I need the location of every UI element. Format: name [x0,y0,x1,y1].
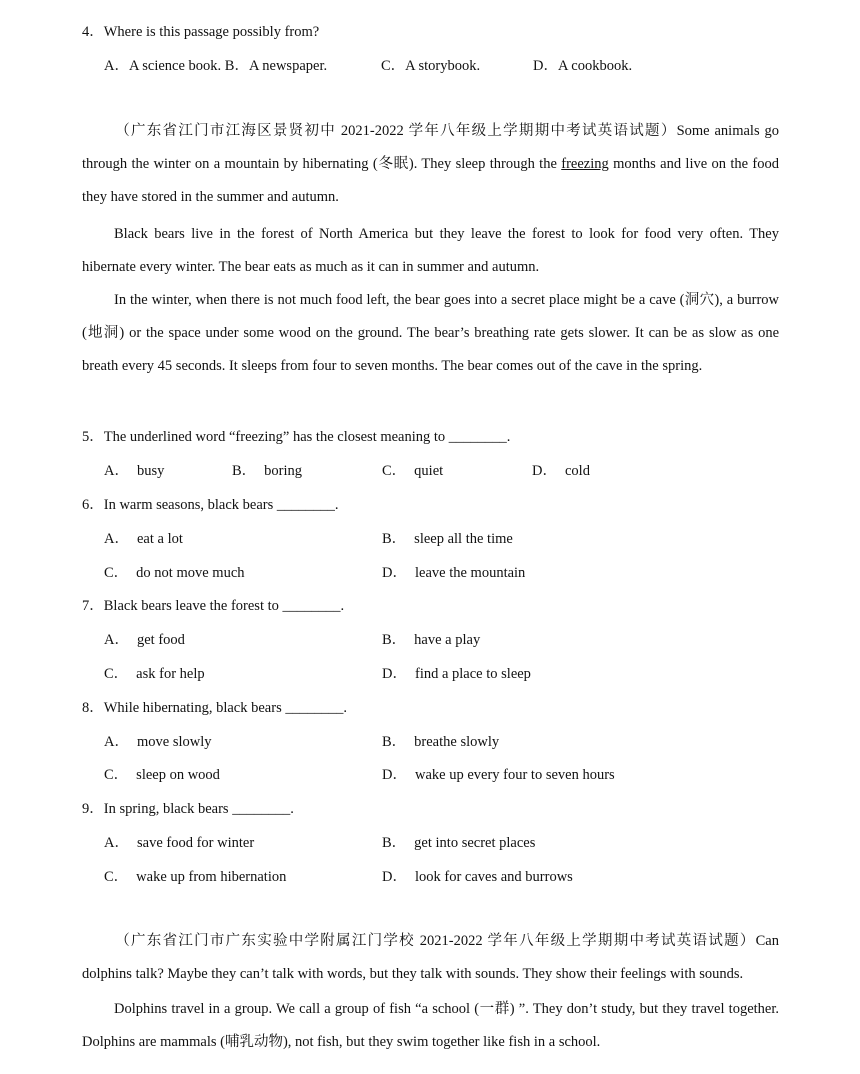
question-7-stem: 7．Black bears leave the forest to ________. [82,598,345,614]
option-text: move slowly [136,734,212,750]
option-text: busy [136,463,165,479]
passage1-paragraph-2 [82,218,779,284]
option-letter: B． [382,835,407,851]
question-8-option-c [104,763,220,784]
passage2-paragraph-2 [82,993,779,1059]
option-text: eat a lot [136,531,183,547]
option-letter: C． [104,869,129,885]
option-letter: D． [382,869,407,885]
question-6-option-a [104,527,183,548]
question-5-option-a [104,459,164,480]
option-letter: D． [382,666,407,682]
option-text: boring [264,463,303,479]
option-text: ask for help [136,666,205,682]
question-7-option-c [104,662,205,683]
question-7-option-b [382,628,480,649]
question-4-option-ab: A．A science book. B．A newspaper. [104,58,328,74]
option-letter: A． [104,463,129,479]
option-text: get into secret places [414,835,536,851]
option-text: wake up from hibernation [136,869,287,885]
option-text: have a play [414,632,481,648]
question-6-option-c [104,561,245,582]
question-7-option-a [104,628,185,649]
option-letter: B． [382,531,407,547]
option-text: get food [136,632,185,648]
passage1-source: （广东省江门市江海区景贤初中 2021-2022 学年八年级上学期期中考试英语试题） [114,123,677,139]
question-9-option-c [104,865,286,886]
option-text: sleep on wood [136,767,220,783]
passage2-paragraph-1 [82,925,779,991]
option-letter: D． [382,565,407,581]
question-9-stem: 9．In spring, black bears ________. [82,801,294,817]
option-letter: C． [104,666,129,682]
option-letter: B． [232,463,257,479]
passage1-p2-text: Black bears live in the forest of North America but they leave the forest to look for food very often. They hibernate every winter. The bear eats as much as it can in summer and autumn. [82,226,779,275]
passage2-source: （广东省江门市广东实验中学附属江门学校 2021-2022 学年八年级上学期期中考试英语试题） [114,933,756,949]
option-letter: D． [532,463,557,479]
option-text: cold [564,463,590,479]
question-5-option-c [382,459,443,480]
question-6-option-b [382,527,513,548]
option-letter: C． [382,463,407,479]
option-letter: A． [104,632,129,648]
question-4-stem: 4．Where is this passage possibly from? [82,24,320,40]
question-9-option-b [382,831,535,852]
option-letter: C． [104,767,129,783]
option-text: leave the mountain [414,565,526,581]
passage2-p2-text: Dolphins travel in a group. We call a group of fish “a school (一群) ”. They don’t study, but they travel together. Dolphins are mammals (哺乳动物), not fish, but they swim together like fish in a school. [82,1001,779,1050]
question-7-option-d [382,662,531,683]
passage2-p1-text: Can dolphins talk? Maybe they can’t talk with words, but they talk with sounds. They show their feelings with sounds. [82,933,779,982]
option-text: sleep all the time [414,531,513,547]
passage1-text-a: Some animals go through the winter on a mountain by hibernating (冬眠). They sleep through the [82,123,779,172]
question-8-option-b [382,730,499,751]
question-8-option-a [104,730,212,751]
option-text: find a place to sleep [414,666,531,682]
underlined-word: freezing [561,156,609,172]
passage1-text-b: months and live on the food they have stored in the summer and autumn. [82,156,779,205]
option-letter: A． [104,734,129,750]
option-text: wake up every four to seven hours [414,767,615,783]
option-text: look for caves and burrows [414,869,573,885]
question-8-option-d [382,763,615,784]
option-text: save food for winter [136,835,255,851]
option-letter: C． [104,565,129,581]
option-text: breathe slowly [414,734,500,750]
question-4-option-c: C．A storybook. [381,58,481,74]
question-5-stem: 5．The underlined word “freezing” has the closest meaning to ________. [82,429,511,445]
passage1-p3-text: In the winter, when there is not much food left, the bear goes into a secret place might be a cave (洞穴), a burrow (地洞) or the space under some wood on the ground. The bear’s breathing rate gets slower. It can be as slow as one breath every 45 seconds. It sleeps from four to seven months. The bear comes out of the cave in the spring. [82,292,779,374]
question-6-option-d [382,561,525,582]
question-5-option-b [232,459,302,480]
question-6-stem: 6．In warm seasons, black bears ________. [82,497,339,513]
question-8-stem: 8．While hibernating, black bears ________. [82,700,347,716]
option-text: do not move much [136,565,245,581]
option-letter: B． [382,632,407,648]
option-letter: A． [104,531,129,547]
option-letter: B． [382,734,407,750]
passage1-paragraph-3 [82,284,779,383]
question-9-option-d [382,865,573,886]
question-5-option-d [532,459,590,480]
question-9-option-a [104,831,254,852]
option-text: quiet [414,463,444,479]
option-letter: A． [104,835,129,851]
question-4-option-d: D．A cookbook. [533,58,633,74]
passage1-paragraph-1 [82,115,779,214]
option-letter: D． [382,767,407,783]
